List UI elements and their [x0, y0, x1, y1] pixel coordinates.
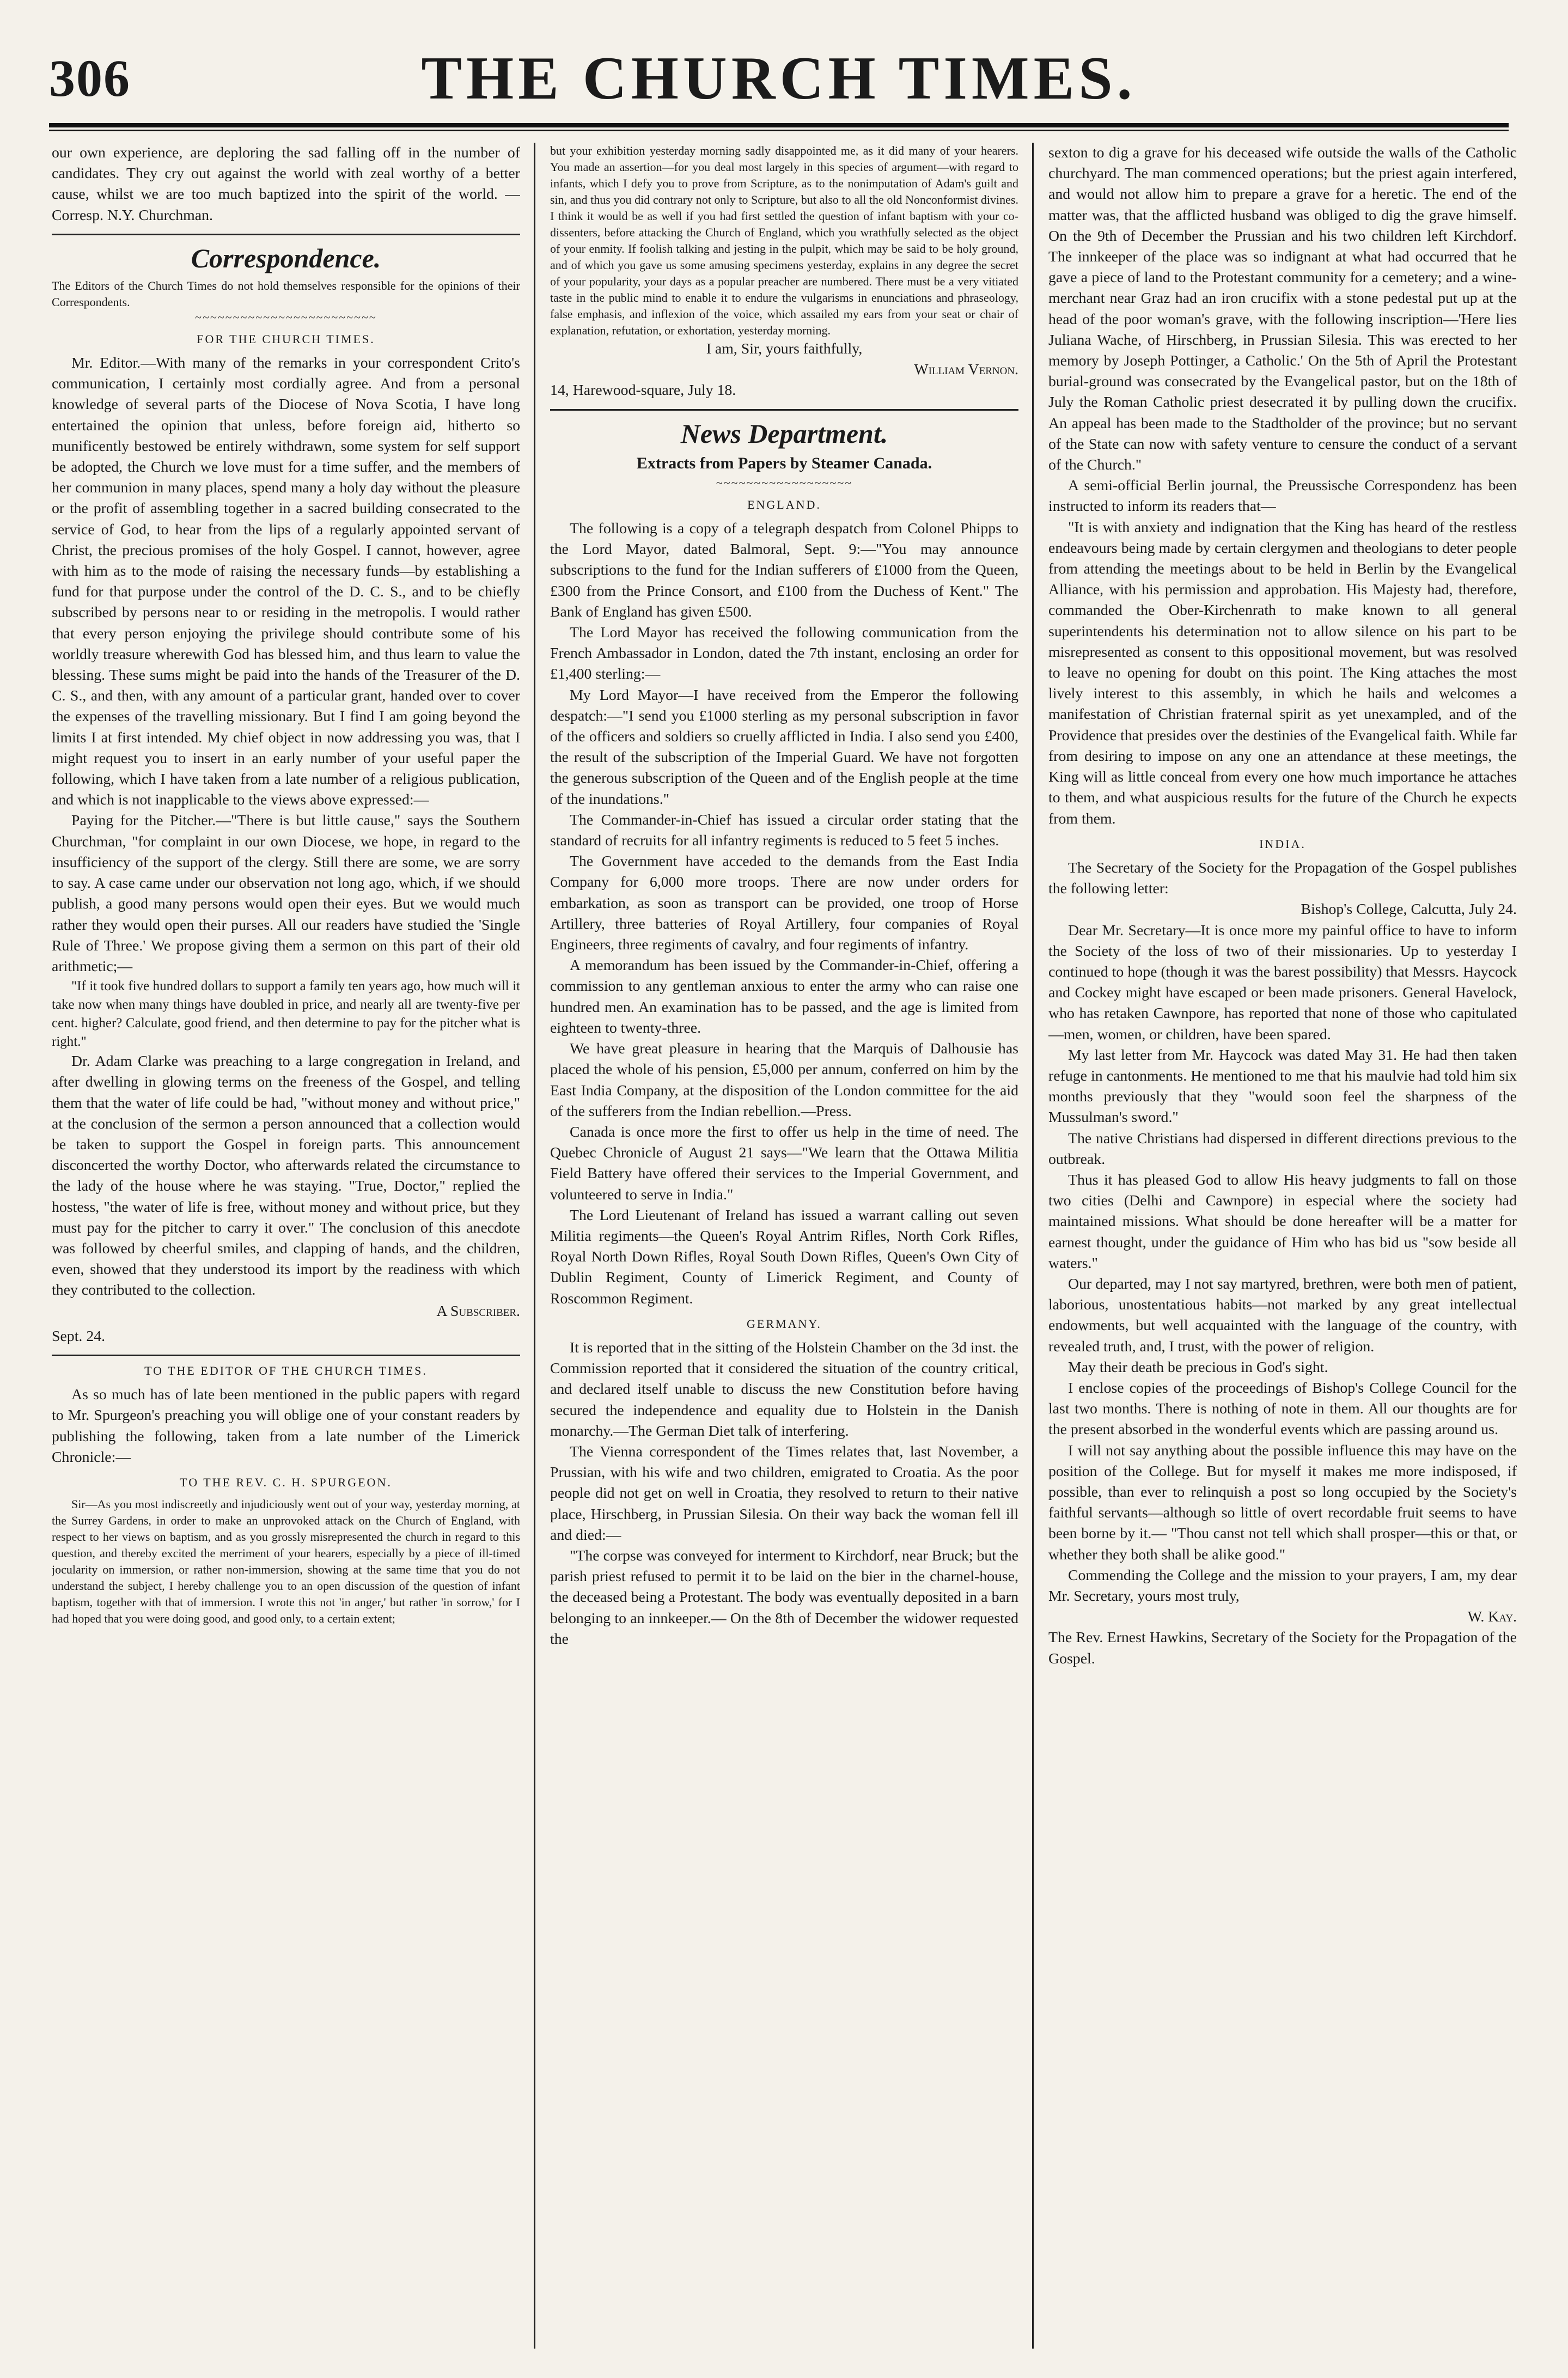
section-heading-news: News Department. — [680, 418, 888, 449]
letter-closing: I am, Sir, yours faithfully, — [706, 340, 863, 357]
article-paragraph: our own experience, are deploring the sad falling off in the number of candidates. They cry out against the world with zeal worthy of a better cause, whilst we are too much baptized into the spirit of the world. — Corresp. N.Y. Churchman. — [52, 144, 520, 224]
letter-paragraph: As so much has of late been mentioned in the public papers with regard to Mr. Spurgeon's preaching you will oblige one of your constant readers by publishing the following, taken from a late number of the Limerick Chronicle:— — [52, 1386, 520, 1466]
section-rule — [52, 1355, 520, 1356]
news-paragraph: My Lord Mayor—I have received from the Emperor the following despatch:—"I send you £1000 sterling as my personal subscription in favor of the officers and soldiers so cruelly afflicted in India. I also send you £400, the result of the subscription of the Imperial Guard. We have not forgotten the generous subscription of the Queen and of the English people at the time of the inundations." — [550, 686, 1018, 808]
news-paragraph: The Vienna correspondent of the Times relates that, last November, a Prussian, with his wife and two children, emigrated to Croatia. As the poor people did not get on well in Croatia, they resolved to return to their native place, Hirschberg, in Prussian Silesia. On their way back the woman fell ill and died:— — [550, 1443, 1018, 1544]
section-heading-correspondence: Correspondence. — [191, 242, 381, 273]
ornamental-divider: ~~~~~~~~~~~~~~~~~~ — [716, 475, 853, 490]
letter-paragraph: Dear Mr. Secretary—It is once more my painful office to have to inform the Society of the loss of two of their missionaries. Up to yesterday I continued to hope (though it was the barest possibility) that Messrs. Haycock and Cockey might have escaped or been made prisoners. General Havelock, who has retaken Cawnpore, has reported that none of those who capitulated—men, women, or children, have been spared. — [1048, 922, 1517, 1043]
news-paragraph: The following is a copy of a telegraph despatch from Colonel Phipps to the Lord Mayor, dated Balmoral, Sept. 9:—"You may announce subscriptions to the fund for the Indian sufferers of £1000 from the Queen, £300 from the Prince Consort, and £100 from the Duchess of Kent." The Bank of England has given £500. — [550, 520, 1018, 620]
letter-paragraph: Paying for the Pitcher.—"There is but little cause," says the Southern Churchman, "for complaint in our own Diocese, we hope, in regard to the insufficiency of the support of the clergy. Still there are some, we are sorry to say. A case came under our observation not long ago, which, if we should publish, a good many persons would open their eyes. But we would much rather they would open their purses. All our readers have studied the 'Single Rule of Three.' We propose giving them a sermon on this part of their old arithmetic;— — [52, 812, 520, 975]
column-divider — [1032, 143, 1034, 2349]
news-paragraph: We have great pleasure in hearing that the Marquis of Dalhousie has placed the whole of his pension, £5,000 per annum, conferred on him by the East India Company, at the disposition of the London committee for the aid of the sufferers from the Indian rebellion.—Press. — [550, 1040, 1018, 1120]
masthead-rule-thin — [49, 130, 1509, 131]
page-number: 306 — [49, 49, 131, 107]
masthead-rule — [49, 123, 1509, 127]
letter-addressee: TO THE REV. C. H. SPURGEON. — [180, 1475, 392, 1489]
letter-paragraph: I will not say anything about the possible influence this may have on the position of the College. But for myself it makes me more indisposed, if possible, than ever to relinquish a post so long occupied by the Society's faithful servants—although so little of overt recordable fruit seems to have been borne by it.— "Thou canst not tell which shall prosper—this or that, or whether they both shall be alike good." — [1048, 1442, 1517, 1563]
column-2 — [550, 143, 1018, 2354]
news-paragraph: Canada is once more the first to offer us help in the time of need. The Quebec Chronicle of August 21 says—"We learn that the Ottawa Militia Field Battery have offered their services to the Imperial Government, and volunteered to serve in India." — [550, 1123, 1018, 1203]
letter-paragraph: Commending the College and the mission to your prayers, I am, my dear Mr. Secretary, yours most truly, — [1048, 1566, 1517, 1605]
letter-paragraph: Mr. Editor.—With many of the remarks in your correspondent Crito's communication, I certainly most cordially agree. And from a personal knowledge of several parts of the Diocese of Nova Scotia, I have long entertained the opinion that unless, before foreign aid, hitherto so munificently bestowed be entirely withdrawn, some system for self support be adopted, the Church we love must for a time suffer, and the members of her communion in many places, spend many a holy day without the pleasure or the profit of assembling together in a sacred building consecrated to the service of God, to hear from the lips of a regularly appointed servant of Christ, the precious promises of the holy Gospel. I cannot, however, agree with him as to the mode of raising the necessary funds—by establishing a fund for that purpose under the control of the D. C. S., and to be chiefly subscribed by persons near to or residing in the metropolis. I would rather that every person enjoying the privilege should contribute some of his worldly treasure wherewith God has blessed him, and thus learn to value the blessing. These sums might be paid into the hands of the Treasurer of the D. C. S., and then, with any amount of a particular grant, handed over to cover the expenses of the travelling missionary. But I find I am going beyond the limits I at first intended. My chief object in now addressing you was, that I might request you to insert in an early number of your useful paper the following, which I have taken from a late number of a religious publication, and which is not inapplicable to the views above expressed:— — [52, 355, 520, 809]
newspaper-title: THE CHURCH TIMES. — [421, 45, 1137, 112]
letter-paragraph: Our departed, may I not say martyred, brethren, were both men of patient, laborious, unostentatious habits—not marked by any great intellectual endowments, but well acquainted with the language of the country, with revealed truth, and, I trust, with the power of religion. — [1048, 1275, 1517, 1355]
news-paragraph: The Lord Lieutenant of Ireland has issued a warrant calling out seven Militia regiments—the Queen's Royal Antrim Rifles, North Cork Rifles, Royal North Down Rifles, Royal South Down Rifles, Queen's Own City of Dublin Regiment, County of Limerick Regiment, and County of Roscommon Regiment. — [550, 1206, 1018, 1307]
letter-paragraph: Sir—As you most indiscreetly and injudiciously went out of your way, yesterday morning, at the Surrey Gardens, in order to make an unprovoked attack on the Church of England, with respect to her views on baptism, and as you grossly misrepresented the church in regard to this question, and thereby excited the merriment of your hearers, especially by a piece of ill-timed jocularity on immersion, or rather non-immersion, showing at the same time that you do not understand the subject, I hereby challenge you to an open discussion of the question of infant baptism, together with that of immersion. I wrote this not 'in anger,' but rather 'in sorrow,' for I had hoped that you were doing good, and good only, to a certain extent; — [52, 1497, 520, 1626]
letter-paragraph: May their death be precious in God's sight. — [1068, 1358, 1328, 1376]
ornamental-divider: ~~~~~~~~~~~~~~~~~~~~~~~~ — [195, 310, 377, 324]
letter-signature: William Vernon. — [914, 361, 1018, 379]
letter-paragraph: but your exhibition yesterday morning sadly disappointed me, as it did many of your hearers. You made an assertion—for you deal most largely in this species of argument—with regard to infants, which I defy you to prove from Scripture, as to the nonimputation of Adam's guilt and sin, and thus you did contrary not only to Scripture, but also to all the old Nonconformist divines. I think it would be as well if you had first settled the question of infant baptism with your co-dissenters, before attacking the Church of England, which you wrathfully selected as the object of your enmity. If foolish talking and jesting in the pulpit, which may be said to be holy ground, and of which you gave us some amusing specimens yesterday, explains in any degree the secret of your popularity, your days as a popular preacher are numbered. There must be a very vitiated taste in the public mind to enable it to endure the vulgarisms in enunciations and phraseology, false emphasis, and inflexion of the voice, which assailed my ears from your seat or chair of explanation, refutation, or exhortation, yesterday morning. — [550, 144, 1018, 337]
letter-paragraph: I enclose copies of the proceedings of Bishop's College Council for the last two months. There is nothing of note in them. All our thoughts are for the present absorbed in the wonderful events which are passing around us. — [1048, 1379, 1517, 1438]
news-paragraph: A memorandum has been issued by the Commander-in-Chief, offering a commission to any gentleman anxious to enter the army who can raise one hundred men. An examination has to be passed, and the age is limited from eighteen to twenty-three. — [550, 957, 1018, 1036]
news-paragraph: The Secretary of the Society for the Propagation of the Gospel publishes the following letter: — [1048, 859, 1517, 898]
letter-paragraph: Dr. Adam Clarke was preaching to a large congregation in Ireland, and after dwelling in glowing terms on the freeness of the Gospel, and telling them that the water of life could be had, "without money and without price," at the conclusion of the sermon a person announced that a collection would be taken to support the Gospel in foreign parts. This announcement disconcerted the worthy Doctor, who afterwards related the circumstance to the lady of the house where he was staying. "True, Doctor," replied the hostess, "the water of life is free, without money and without price, but they must pay for the pitcher to carry it over." The conclusion of this anecdote was followed by cheerful smiles, and clapping of hands, and the children, even, showed that they understood its import by the readiness with which they contributed to the collection. — [52, 1053, 520, 1299]
region-heading-england: ENGLAND. — [747, 497, 821, 511]
region-heading-germany: GERMANY. — [747, 1316, 822, 1331]
news-quote: "It is with anxiety and indignation that the King has heard of the restless endeavours being made by certain clergymen and theologians to deter people from attending the meetings about to be held in Berlin by the Evangelical Alliance, with his permission and approbation. His Majesty had, therefore, commanded the Ober-Kirchenrath to make known to all general superintendents his determination not to allow silence on his part to be misrepresented as consent to this oppositional movement, but was resolved to leave no opening for doubt on this point. The King attaches the most lively interest to this assembly, in which he hails and welcomes a manifestation of Christian fraternal spirit as yet unexampled, and of the Providence that presides over the destinies of the Evangelical faith. While far from desiring to impose on any one an attendance at these meetings, the King will as little conceal from every one how much importance he attaches to them, and what auspicious results for the future of the Church he expects from them. — [1048, 519, 1517, 827]
section-rule — [52, 234, 520, 235]
news-paragraph: The Commander-in-Chief has issued a circular order stating that the standard of recruits for all infantry regiments is reduced to 5 feet 5 inches. — [550, 811, 1018, 850]
letter-date: Sept. 24. — [52, 1327, 106, 1345]
letter-paragraph: Thus it has pleased God to allow His heavy judgments to fall on those two cities (Delhi and Cawnpore) in especial where the society had maintained missions. What should be done hereafter will be a matter for earnest thought, under the guidance of Him who has bid us "sow beside all waters." — [1048, 1171, 1517, 1272]
letter-quote: "If it took five hundred dollars to support a family ten years ago, how much will it take now when many things have doubled in price, and nearly all are twenty-five per cent. higher? Calculate, good friend, and then determine to pay for the pitcher what is right." — [52, 979, 520, 1050]
letter-address: 14, Harewood-square, July 18. — [550, 382, 736, 399]
news-paragraph: The Government have acceded to the demands from the East India Company for 6,000 more troops. There are now under orders for embarkation, as soon as transport can be provided, one troop of Horse Artillery, three batteries of Royal Artillery, four companies of Royal Engineers, three regiments of cavalry, and four regiments of infantry. — [550, 853, 1018, 954]
region-heading-india: INDIA. — [1259, 837, 1306, 851]
news-paragraph: A semi-official Berlin journal, the Preussische Correspondenz has been instructed to inform its readers that— — [1048, 477, 1517, 515]
letter-signature: A Subscriber. — [436, 1302, 520, 1320]
letter-paragraph: My last letter from Mr. Haycock was dated May 31. He had then taken refuge in cantonments. He mentioned to me that his maulvie had told him six months previously that they "would soon feel the sharpness of the Mussulman's sword." — [1048, 1046, 1517, 1126]
masthead — [49, 38, 1509, 120]
news-paragraph: sexton to dig a grave for his deceased wife outside the walls of the Catholic churchyard. The man commenced operations; but the priest again interfered, and would not allow him to prepare a grave for a heretic. The end of the matter was, that the afflicted husband was obliged to dig the grave himself. On the 9th of December the Prussian and his two children left Kirchdorf. The innkeeper of the place was so indignant at what had occurred that he gave a piece of land to the Protestant community for a cemetery; and a wine-merchant near Graz had an iron crucifix with a stone pedestal put up at the head of the poor woman's grave, with the following inscription—'Here lies Juliana Wache, of Hirschberg, in Prussian Silesia. This was erected to her memory by Joseph Pottinger, a Catholic.' On the 5th of April the Protestant burial-ground was consecrated by the Evangelical pastor, but on the 18th of July the Roman Catholic priest desecrated it by pulling down the crucifix. An appeal has been made to the Stadtholder of the province; but no servant of the State can now with safety venture to censure the conduct of a servant of the Church." — [1048, 144, 1517, 474]
letter-title: FOR THE CHURCH TIMES. — [197, 332, 375, 346]
column-1 — [52, 143, 520, 2354]
letter-dateline: Bishop's College, Calcutta, July 24. — [1301, 901, 1517, 918]
letter-signature: W. Kay. — [1467, 1608, 1517, 1626]
column-3 — [1048, 143, 1517, 2354]
section-subheading: Extracts from Papers by Steamer Canada. — [636, 454, 932, 472]
editor-disclaimer: The Editors of the Church Times do not hold themselves responsible for the opinions of their Correspondents. — [52, 278, 520, 309]
news-paragraph: It is reported that in the sitting of the Holstein Chamber on the 3d inst. the Commission reported that it considered the situation of the country critical, and declared itself unable to discuss the new Constitution before having secured the independence and equality due to Holstein in the Danish monarchy.—The German Diet talk of interfering. — [550, 1339, 1018, 1440]
news-quote: "The corpse was conveyed for interment to Kirchdorf, near Bruck; but the parish priest refused to permit it to be laid on the bier in the charnel-house, the deceased being a Protestant. The body was eventually deposited in a barn belonging to an innkeeper.— On the 8th of December the widower requested the — [550, 1547, 1018, 1648]
letter-recipient: The Rev. Ernest Hawkins, Secretary of the Society for the Propagation of the Gospel. — [1048, 1629, 1517, 1667]
column-divider — [534, 143, 535, 2349]
letter-paragraph: The native Christians had dispersed in different directions previous to the outbreak. — [1048, 1130, 1517, 1168]
letter-title: TO THE EDITOR OF THE CHURCH TIMES. — [144, 1363, 428, 1377]
section-rule — [550, 409, 1018, 411]
news-paragraph: The Lord Mayor has received the following communication from the French Ambassador in London, dated the 7th instant, enclosing an order for £1,400 sterling:— — [550, 624, 1018, 683]
